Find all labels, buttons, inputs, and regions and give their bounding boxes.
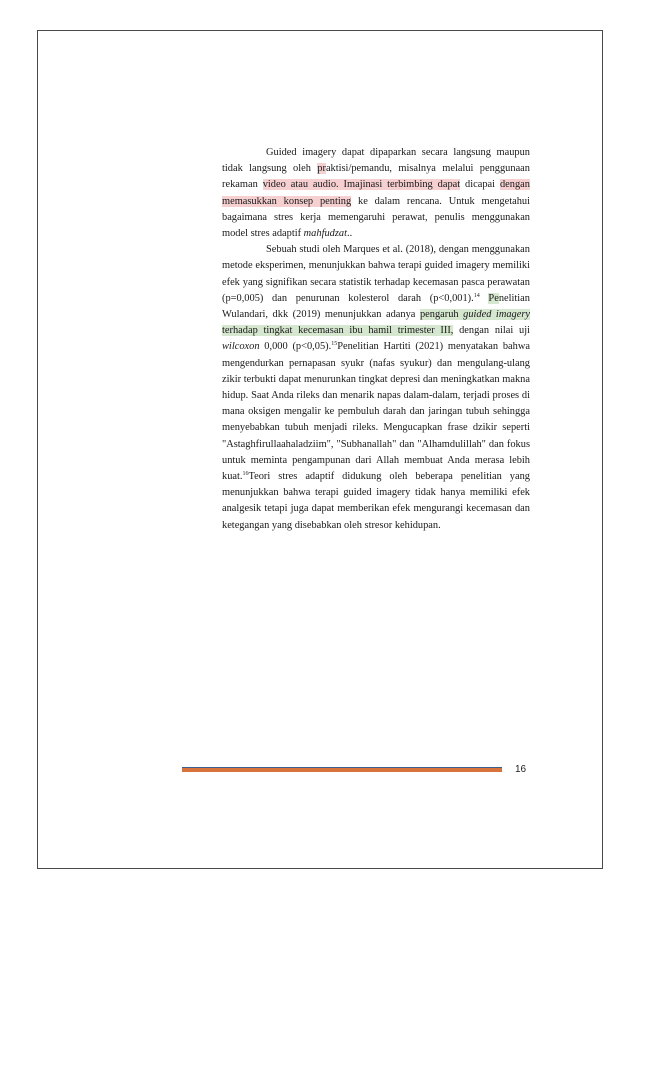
highlight-pink: dengan memasukkan konsep penting — [222, 179, 530, 207]
text-run: pengaruh — [419, 309, 464, 321]
text-run: Teori stres adaptif didukung oleh beberapa penelitian yang menunjukkan bahwa terapi guided imagery tidak hanya memiliki efek analgesik tetapi juga dapat memberikan efek mengurangi kecemasan dan ketegangan yang disebabkan oleh stresor kehidupan. — [222, 471, 530, 531]
paragraph-2 — [222, 242, 530, 534]
page-number: 16 — [515, 764, 527, 775]
text-run: nelitian Wulandari, dkk (2019) menunjukkan adanya — [222, 292, 530, 321]
citation-superscript: 15 — [331, 341, 338, 348]
citation-superscript: 14 — [473, 292, 480, 299]
text-run: dicapai — [460, 179, 500, 191]
body-text — [222, 145, 530, 534]
text-run: terhadap tingkat kecemasan ibu hamil trimester III, — [222, 325, 454, 337]
highlight-pink: pr — [317, 163, 326, 175]
paragraph-1 — [222, 145, 530, 242]
text-run: Guided imagery dapat dipaparkan secara langsung maupun tidak langsung oleh — [222, 147, 530, 175]
highlight-pink: video atau audio. Imajinasi terbimbing dapat — [262, 179, 461, 191]
text-run: .. — [346, 228, 353, 240]
footer-bar-orange-line — [182, 768, 502, 772]
italic-term: mahfudzat — [303, 228, 347, 240]
text-run: aktisi/pemandu, misalnya melalui penggunaan rekaman — [222, 163, 530, 191]
italic-term: wilcoxon — [222, 341, 260, 353]
italic-term: guided imagery — [463, 309, 530, 321]
citation-superscript: 16 — [242, 471, 249, 478]
highlight-green: Pe — [488, 292, 499, 304]
footer-bar — [182, 767, 502, 772]
text-run: Penelitian Hartiti (2021) menyatakan bahwa mengendurkan pernapasan syukr (nafas syukur) dan mengulang-ulang zikir terbukti dapat menurunkan tingkat depresi dan meningkatkan makna hidup. Saat Anda rileks dan menarik napas dalam-dalam, terjadi proses di mana oksigen mengalir ke pembuluh darah dan jaringan tubuh sehingga menyebabkan tubuh menjadi rileks. Mengucapkan frase dzikir seperti "Astaghfirullaahaladziim", "Subhanallah" dan "Alhamdulillah" dan fokus untuk meminta pengampunan dari Allah membuat Anda merasa lebih kuat. — [222, 341, 530, 483]
text-run: ke dalam rencana. Untuk mengetahui bagaimana stres kerja memengaruhi perawat, penulis menggunakan model stres adaptif — [222, 195, 531, 240]
document-page — [37, 30, 603, 869]
text-run: Sebuah studi oleh Marques et al. (2018), dengan menggunakan metode eksperimen, menunjukkan bahwa terapi guided imagery memiliki efek yang signifikan secara statistik terhadap kecemasan pasca perawatan (p=0,005) dan penurunan kolesterol darah (p<0,001). — [222, 244, 530, 304]
text-run: 0,000 (p<0,05). — [259, 341, 332, 353]
text-run: dengan nilai uji — [453, 325, 530, 337]
